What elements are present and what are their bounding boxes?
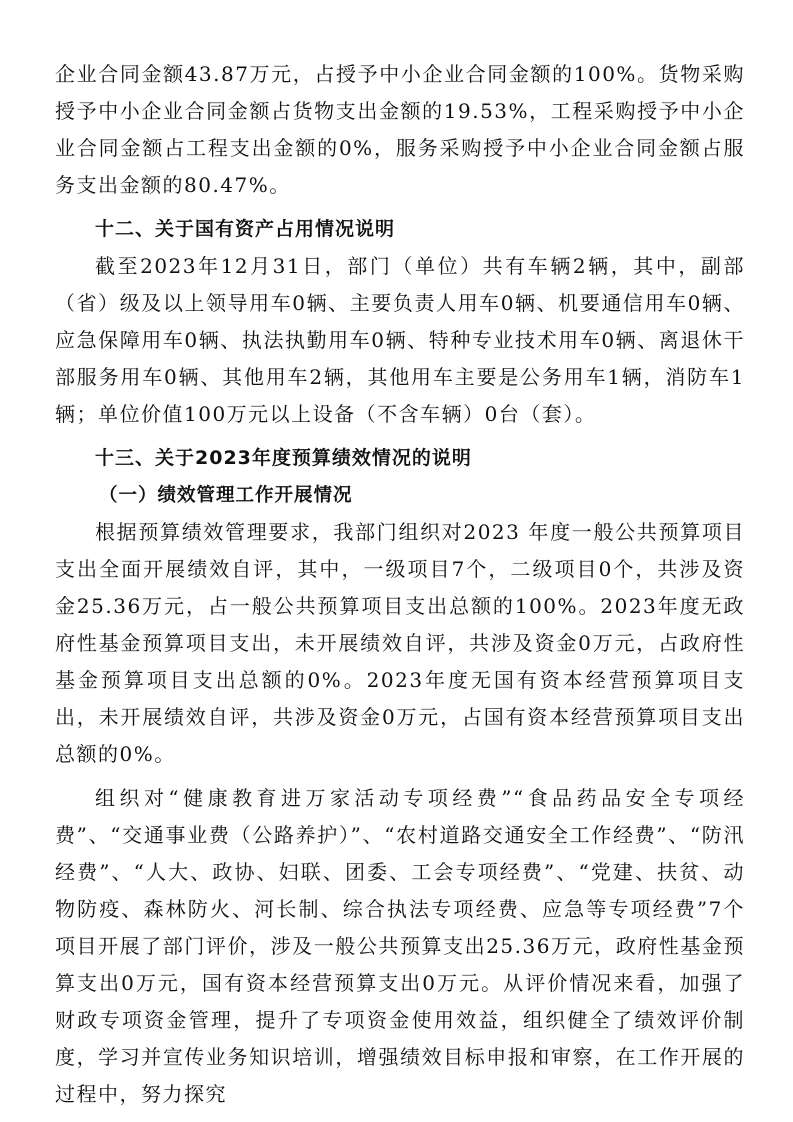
asset-usage-paragraph: 截至2023年12月31日，部门（单位）共有车辆2辆，其中，副部（省）级及以上领导用车0辆、主要负责人用车0辆、机要通信用车0辆、应急保障用车0辆、执法执勤用车0辆、特种专业技术用车0辆、离退休干部服务用车0辆、其他用车2辆，其他用车主要是公务用车1辆，消防车1辆；单位价值100万元以上设备（不含车辆）0台（套）。 [55, 254, 745, 426]
document-page [55, 56, 745, 1113]
contract-ratio-paragraph: 企业合同金额43.87万元，占授予中小企业合同金额的100%。货物采购授予中小企业合同金额占货物支出金额的19.53%，工程采购授予中小企业合同金额占工程支出金额的0%，服务采购授予中小企业合同金额占服务支出金额的80.47%。 [55, 62, 745, 197]
subsection-1-heading: （一）绩效管理工作开展情况 [99, 485, 353, 506]
department-evaluation-paragraph: 组织对“健康教育进万家活动专项经费”“食品药品安全专项经费”、“交通事业费（公路养护）”、“农村道路交通安全工作经费”、“防汛经费”、“人大、政协、妇联、团委、工会专项经费”、“党建、扶贫、动物防疫、森林防火、河长制、综合执法专项经费、应急等专项经费”7个项目开展了部门评价，涉及一般公共预算支出25.36万元，政府性基金预算支出0万元，国有资本经营预算支出0万元。从评价情况来看，加强了财政专项资金管理，提升了专项资金使用效益，组织健全了绩效评价制度，学习并宣传业务知识培训，增强绩效目标申报和审察，在工作开展的过程中，努力探究 [55, 786, 745, 1106]
self-evaluation-paragraph: 根据预算绩效管理要求，我部门组织对2023 年度一般公共预算项目支出全面开展绩效自评，其中，一级项目7个，二级项目0个，共涉及资金25.36万元，占一般公共预算项目支出总额的100%。2023年度无政府性基金预算项目支出，未开展绩效自评，共涉及资金0万元，占政府性基金预算项目支出总额的0%。2023年度无国有资本经营预算项目支出，未开展绩效自评，共涉及资金0万元，占国有资本经营预算项目支出总额的0%。 [55, 520, 745, 766]
section-12-heading: 十二、关于国有资产占用情况说明 [95, 218, 396, 240]
section-13-heading: 十三、关于2023年度预算绩效情况的说明 [95, 447, 472, 469]
